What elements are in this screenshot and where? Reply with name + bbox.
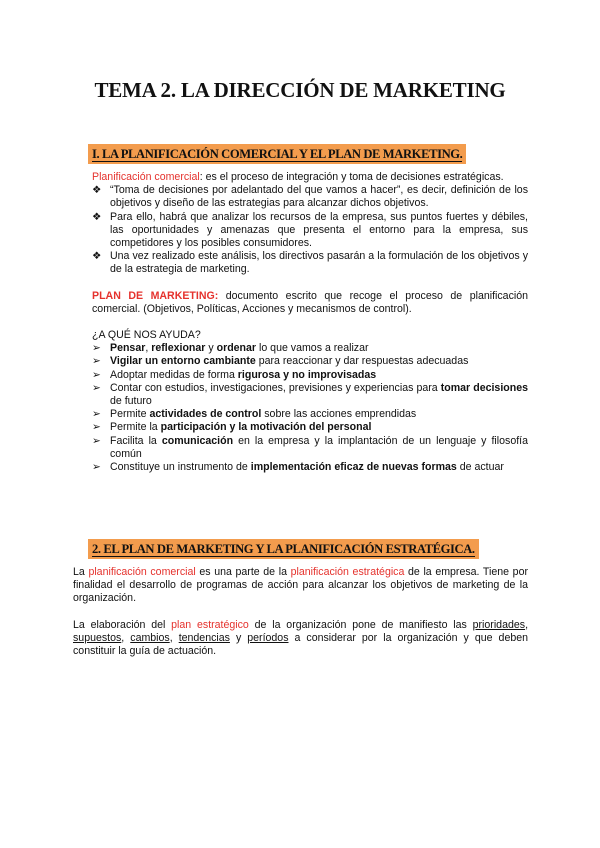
- bold-text: comunicación: [161, 434, 234, 447]
- text: para reaccionar y dar respuestas adecuadas: [255, 355, 469, 368]
- text: lo que vamos a realizar: [256, 342, 369, 355]
- bold-text: Pensar: [110, 342, 146, 355]
- section-1-heading-text: I. LA PLANIFICACIÓN COMERCIAL Y EL PLAN DE MARKETING.: [92, 147, 463, 161]
- bold-text: rigurosa y no improvisadas: [237, 368, 377, 381]
- plan-marketing-definition: [92, 290, 528, 316]
- section-1-body: [92, 171, 528, 474]
- list-item: [92, 435, 528, 461]
- bold-text: Vigilar un entorno cambiante: [110, 355, 256, 368]
- arrow-bullet-icon: ➢: [92, 421, 101, 434]
- text: Constituye un instrumento de: [110, 461, 251, 474]
- bold-text: implementación eficaz de nuevas formas: [250, 461, 457, 474]
- text: y: [205, 342, 217, 355]
- bold-text: actividades de control: [149, 408, 262, 421]
- planificacion-definition: [92, 171, 528, 184]
- list-item: [92, 408, 528, 421]
- text: Facilita la: [110, 434, 162, 447]
- text: de la organización pone de manifiesto las: [248, 618, 473, 631]
- arrow-bullet-icon: ➢: [92, 355, 101, 368]
- text: sobre las acciones emprendidas: [261, 408, 417, 421]
- text: Adoptar medidas de forma: [110, 368, 238, 381]
- diamond-cross-icon: ❖: [92, 250, 102, 263]
- text: La: [73, 566, 89, 578]
- text: de la empresa. Tiene por finalidad el desarrollo de programas de acción para alcanzar los objetivos de marketing de la organización.: [73, 566, 528, 605]
- bold-text: participación y la motivación del personal: [160, 421, 372, 434]
- arrow-bullet-icon: ➢: [92, 434, 101, 447]
- highlight-text: planificación estratégica: [290, 566, 405, 578]
- underlined-text: supuestos: [73, 631, 122, 644]
- plan-text: documento escrito que recoge el proceso de planificación comercial. (Objetivos, Políticas, Acciones y mecanismos de control).: [92, 289, 528, 315]
- list-item-text: “Toma de decisiones por adelantado del que vamos a hacer”, es decir, definición de los objetivos y diseño de las estrategias para alcanzar dichos objetivos.: [110, 184, 528, 210]
- section-1-heading: [88, 144, 466, 164]
- text: ,: [121, 631, 131, 644]
- highlight-text: planificación comercial: [88, 566, 196, 578]
- list-item: [92, 369, 528, 382]
- list-item: [92, 421, 528, 434]
- section-2-heading: [88, 539, 479, 559]
- underlined-text: cambios: [130, 631, 170, 644]
- list-item: [92, 342, 528, 355]
- list-item: [92, 184, 528, 210]
- list-item-text: Para ello, habrá que analizar los recursos de la empresa, sus puntos fuertes y débiles, las oportunidades y amenazas que presenta el entorno para la empresa, sus competidores y los posibles consumidores.: [110, 210, 528, 250]
- text: ,: [169, 631, 179, 644]
- paragraph-plan-estrategico: [73, 619, 528, 659]
- definition-text: : es el proceso de integración y toma de decisiones estratégicas.: [199, 171, 504, 183]
- section-2-heading-text: 2. EL PLAN DE MARKETING Y LA PLANIFICACIÓN ESTRATÉGICA.: [92, 542, 475, 556]
- list-item: [92, 461, 528, 474]
- section-2-body: [73, 566, 528, 658]
- arrow-bullet-icon: ➢: [92, 461, 101, 474]
- diamond-cross-icon: ❖: [92, 210, 102, 223]
- list-item: [92, 211, 528, 251]
- text: es una parte de la: [195, 566, 291, 578]
- arrow-bullet-icon: ➢: [92, 368, 101, 381]
- text: en la empresa y la implantación de un lenguaje y filosofía común: [110, 434, 528, 460]
- arrow-bullet-icon: ➢: [92, 408, 101, 421]
- underlined-text: tendencias: [178, 631, 230, 644]
- plan-term: PLAN DE MARKETING:: [92, 289, 219, 302]
- text: Permite: [110, 408, 150, 421]
- definition-term: Planificación comercial: [92, 171, 200, 183]
- underlined-text: prioridades: [472, 618, 526, 631]
- text: La elaboración del: [73, 618, 172, 631]
- underlined-text: períodos: [247, 631, 289, 644]
- arrow-bullet-icon: ➢: [92, 381, 101, 394]
- text: de actuar: [456, 461, 504, 474]
- bold-text: reflexionar: [151, 342, 206, 355]
- list-item: [92, 355, 528, 368]
- list-item: [92, 250, 528, 276]
- text: ,: [525, 618, 529, 631]
- text: ,: [145, 342, 152, 355]
- diamond-cross-icon: ❖: [92, 184, 102, 197]
- page-title: TEMA 2. LA DIRECCIÓN DE MARKETING: [94, 78, 506, 102]
- highlight-text: plan estratégico: [171, 618, 249, 631]
- text: Permite la: [110, 421, 161, 434]
- text: Contar con estudios, investigaciones, previsiones y experiencias para: [110, 381, 441, 394]
- list-item: [92, 382, 528, 408]
- help-list: [92, 342, 528, 474]
- bold-text: ordenar: [216, 342, 257, 355]
- bold-text: tomar decisiones: [440, 381, 528, 394]
- planificacion-bullets: [92, 184, 528, 276]
- text: y: [229, 631, 248, 644]
- list-item-text: Una vez realizado este análisis, los directivos pasarán a la formulación de los objetivos y de la estrategia de marketing.: [110, 250, 528, 276]
- help-title: ¿A QUÉ NOS AYUDA?: [92, 329, 201, 342]
- arrow-bullet-icon: ➢: [92, 342, 101, 355]
- paragraph-planificacion: [73, 566, 528, 606]
- text: de futuro: [110, 395, 152, 408]
- text: a considerar por la organización y que deben constituir la guía de actuación.: [73, 631, 529, 658]
